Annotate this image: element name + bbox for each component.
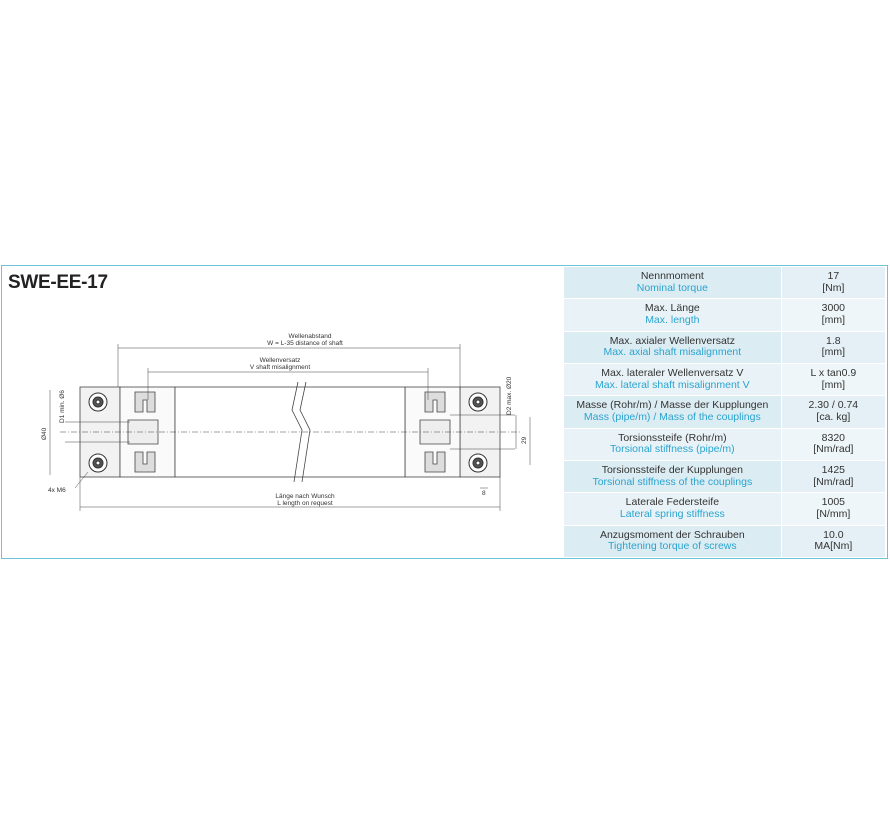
- spec-value-number: 1005: [821, 496, 846, 509]
- spec-value: [781, 428, 885, 460]
- technical-drawing: [10, 320, 555, 520]
- spec-value-number: 8320: [821, 431, 846, 444]
- spec-label-de: Max. axialer Wellenversatz: [609, 334, 735, 347]
- spec-label-en: Lateral spring stiffness: [619, 507, 725, 520]
- spec-label-en: Mass (pipe/m) / Mass of the couplings: [583, 410, 761, 423]
- spec-value-unit: [Nm/rad]: [813, 475, 854, 488]
- spec-value-unit: [N/mm]: [816, 507, 851, 520]
- spec-value-unit: [mm]: [821, 346, 845, 359]
- spec-label: [564, 299, 782, 331]
- spec-value-number: 17: [827, 270, 840, 283]
- spec-label-de: Max. Länge: [644, 302, 700, 315]
- spec-value-unit: [mm]: [821, 313, 845, 326]
- spec-value-unit: [ca. kg]: [816, 410, 851, 423]
- dim-w-en: W = L-35 distance of shaft: [267, 340, 343, 347]
- spec-label: [564, 493, 782, 525]
- spec-value: [781, 493, 885, 525]
- spec-value-number: 1425: [821, 464, 846, 477]
- dim-d40: Ø40: [41, 427, 48, 440]
- spec-value-number: 1.8: [826, 334, 841, 347]
- dim-l-de: Länge nach Wunsch: [275, 493, 335, 500]
- spec-row: [564, 299, 886, 331]
- spec-row: [564, 267, 886, 299]
- dim-v-de: Wellenversatz: [259, 357, 301, 364]
- spec-label: [564, 331, 782, 363]
- spec-label: [564, 460, 782, 492]
- spec-value-number: 2.30 / 0.74: [808, 399, 859, 412]
- spec-label: [564, 363, 782, 395]
- spec-value: [781, 363, 885, 395]
- spec-value: [781, 331, 885, 363]
- spec-value-number: 3000: [821, 302, 846, 315]
- spec-label-de: Torsionssteife (Rohr/m): [618, 431, 727, 444]
- spec-label-de: Max. lateraler Wellenversatz V: [601, 367, 744, 380]
- spec-table: [563, 266, 886, 558]
- spec-label-de: Torsionssteife der Kupplungen: [601, 464, 743, 477]
- spec-row: [564, 428, 886, 460]
- spec-label: [564, 396, 782, 428]
- dim-l-en: L length on request: [277, 500, 333, 507]
- spec-label: [564, 267, 782, 299]
- spec-label: [564, 428, 782, 460]
- dim-d1: D1 min. Ø6: [59, 390, 66, 423]
- spec-label-en: Tightening torque of screws: [608, 540, 737, 553]
- spec-value-unit: [Nm]: [822, 281, 845, 294]
- spec-label-de: Anzugsmoment der Schrauben: [599, 528, 745, 541]
- spec-value: [781, 525, 885, 557]
- spec-label-en: Torsional stiffness (pipe/m): [609, 443, 735, 456]
- dim-w-de: Wellenabstand: [288, 333, 332, 340]
- spec-row: [564, 460, 886, 492]
- dim-8: 8: [482, 490, 486, 497]
- spec-label-en: Max. axial shaft misalignment: [603, 346, 742, 359]
- spec-row: [564, 331, 886, 363]
- spec-value-number: L x tan0.9: [810, 367, 857, 380]
- spec-row: [564, 363, 886, 395]
- product-title: SWE-EE-17: [8, 272, 108, 293]
- spec-value: [781, 460, 885, 492]
- spec-value: [781, 299, 885, 331]
- spec-row: [564, 493, 886, 525]
- spec-label-en: Max. lateral shaft misalignment V: [595, 378, 750, 391]
- dim-d2: D2 max. Ø20: [506, 376, 513, 415]
- spec-label-de: Nennmoment: [640, 270, 704, 283]
- dim-screws: 4x M6: [48, 487, 66, 494]
- spec-value: [781, 267, 885, 299]
- spec-value-unit: [Nm/rad]: [813, 443, 854, 456]
- spec-value: [781, 396, 885, 428]
- spec-row: [564, 525, 886, 557]
- spec-value-number: 10.0: [823, 528, 844, 541]
- spec-label-de: Laterale Federsteife: [625, 496, 720, 509]
- spec-value-unit: MA[Nm]: [814, 540, 853, 553]
- spec-label-de: Masse (Rohr/m) / Masse der Kupplungen: [576, 399, 769, 412]
- spec-value-unit: [mm]: [821, 378, 845, 391]
- spec-row: [564, 396, 886, 428]
- dim-v-en: V shaft misalignment: [249, 364, 311, 371]
- spec-label-en: Max. length: [645, 313, 700, 326]
- spec-label: [564, 525, 782, 557]
- dim-29: 29: [521, 436, 528, 444]
- spec-label-en: Nominal torque: [636, 281, 708, 294]
- spec-label-en: Torsional stiffness of the couplings: [592, 475, 753, 488]
